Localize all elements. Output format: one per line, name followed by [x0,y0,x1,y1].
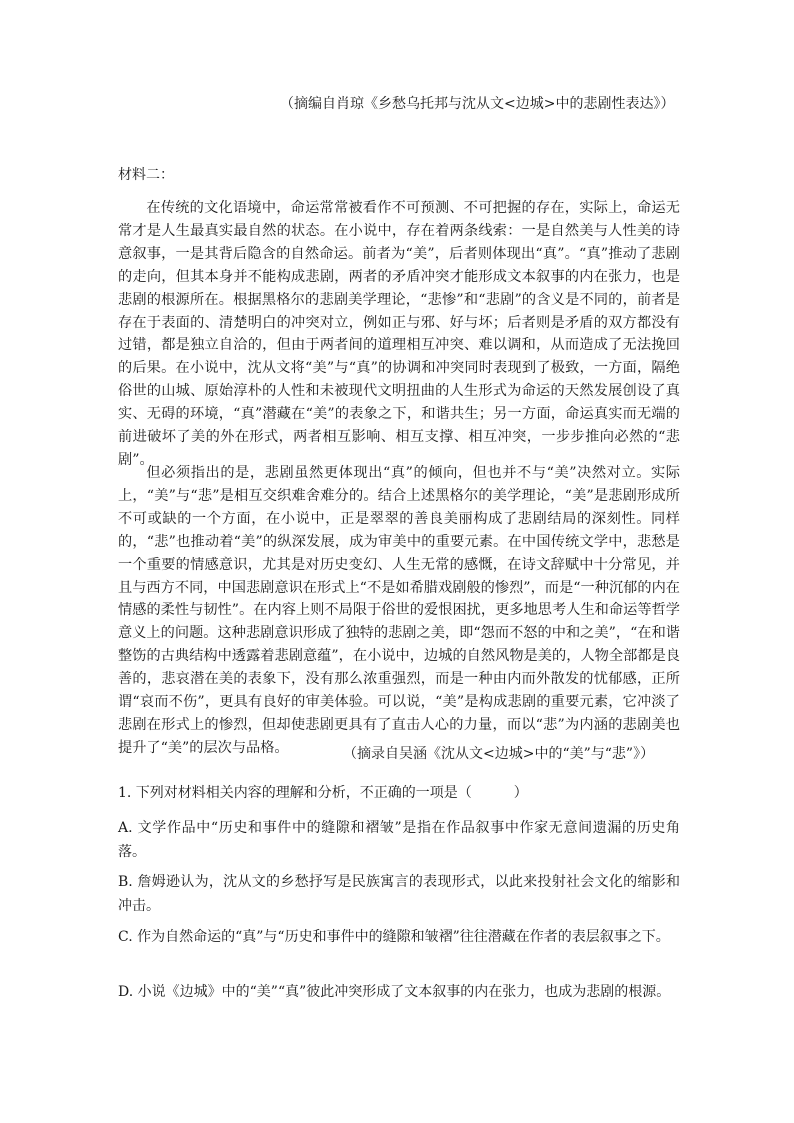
option-c: C. 作为自然命运的“真”与“历史和事件中的缝隙和皱褶”往往潜藏在作者的表层叙事之下。 [118,929,670,945]
paragraph-1: 在传统的文化语境中，命运常常被看作不可预测、不可把握的存在，实际上，命运无常才是人生最真实最自然的状态。在小说中，存在着两条线索：一是自然美与人性美的诗意叙事，一是其背后隐含的自然命运。前者为“美”，后者则体现出“真”。“真”推动了悲剧的走向，但其本身并不能构成悲剧，两者的矛盾冲突才能形成文本叙事的内在张力，也是悲剧的根源所在。根据黑格尔的悲剧美学理论，“悲惨”和“悲剧”的含义是不同的，前者是存在于表面的、清楚明白的冲突对立，例如正与邪、好与坏；后者则是矛盾的双方都没有过错，都是独立自洽的，但由于两者间的道理相互冲突、难以调和，从而造成了无法挽回的后果。在小说中，沈从文将“美”与“真”的协调和冲突同时表现到了极致，一方面，隔绝俗世的山城、原始淳朴的人性和未被现代文明扭曲的人生形式为命运的天然发展创设了真实、无碍的环境，“真”潜藏在“美”的表象之下，和谐共生；另一方面，命运真实而无端的前进破坏了美的外在形式，两者相互影响、相互支撑、相互冲突，一步步推向必然的“悲剧”。 [118,200,680,468]
source-citation-top: （摘编自肖琼《乡愁乌托邦与沈从文<边城>中的悲剧性表达》） [280,96,675,112]
paragraph-2: 但必须指出的是，悲剧虽然更体现出“真”的倾向，但也并不与“美”决然对立。实际上，“美”与“悲”是相互交织难舍难分的。结合上述黑格尔的美学理论，“美”是悲剧形成所不可或缺的一个方面，在小说中，正是翠翠的善良美丽构成了悲剧结局的深刻性。同样的，“悲”也推动着“美”的纵深发展，成为审美中的重要元素。在中国传统文学中，悲愁是一个重要的情感意识，尤其是对历史变幻、人生无常的感慨，在诗文辞赋中十分常见，并且与西方不同，中国悲剧意识在形式上“不是如希腊戏剧般的惨烈”，而是“一种沉郁的内在情感的柔性与韧性”。在内容上则不局限于俗世的爱恨困扰，更多地思考人生和命运等哲学意义上的问题。这种悲剧意识形成了独特的悲剧之美，即“怨而不怒的中和之美”，“在和谐整饬的古典结构中透露着悲剧意蕴”，在小说中，边城的自然风物是美的，人物全部都是良善的，悲哀潜在美的表象下，没有那么浓重强烈，而是一种由内而外散发的忧郁感，正所谓“哀而不伤”，更具有良好的审美体验。可以说，“美”是构成悲剧的重要元素，它冲淡了悲剧在形式上的惨烈，但却使悲剧更具有了直击人心的力量，而以“悲”为内涵的悲剧美也提升了“美”的层次与品格。 [118,465,680,756]
option-b: B. 詹姆逊认为，沈从文的乡愁抒写是民族寓言的表现形式，以此来投射社会文化的缩影和冲击。 [118,874,680,914]
option-a: A. 文学作品中“历史和事件中的缝隙和褶皱”是指在作品叙事中作家无意间遗漏的历史角落。 [118,820,680,860]
material-label: 材料二： [118,167,174,183]
option-d: D. 小说《边城》中的“美”“真”彼此冲突形成了文本叙事的内在张力，也成为悲剧的根源。 [118,984,671,1000]
question-stem: 1. 下列对材料相关内容的理解和分析，不正确的一项是（ ） [118,785,528,801]
source-citation-bottom: （摘录自吴涵《沈从文<边城>中的“美”与“悲”》） [343,746,655,762]
